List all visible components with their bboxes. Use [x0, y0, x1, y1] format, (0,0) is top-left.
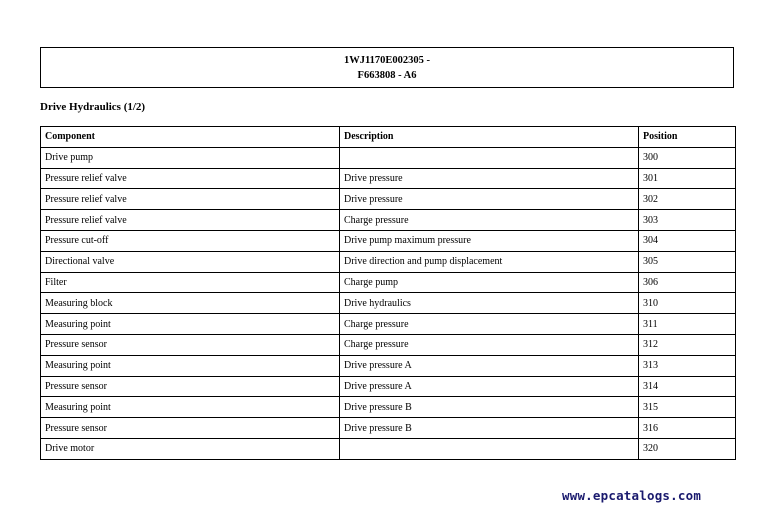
description-cell: Drive pressure B — [340, 397, 639, 418]
position-cell: 302 — [639, 189, 736, 210]
position-cell: 316 — [639, 418, 736, 439]
table-row — [41, 272, 736, 293]
table-row — [41, 397, 736, 418]
table-row — [41, 210, 736, 231]
component-cell: Pressure relief valve — [41, 168, 340, 189]
table-row — [41, 438, 736, 459]
description-cell: Drive pressure — [340, 168, 639, 189]
table-row — [41, 314, 736, 335]
column-header-description: Description — [340, 127, 639, 148]
table-row — [41, 230, 736, 251]
column-header-component: Component — [41, 127, 340, 148]
description-cell: Drive pressure — [340, 189, 639, 210]
position-cell: 303 — [639, 210, 736, 231]
component-cell: Drive pump — [41, 147, 340, 168]
position-cell: 314 — [639, 376, 736, 397]
description-cell: Charge pressure — [340, 210, 639, 231]
document-header — [40, 47, 734, 88]
table-row — [41, 251, 736, 272]
column-header-position: Position — [639, 127, 736, 148]
table-row — [41, 168, 736, 189]
position-cell: 312 — [639, 334, 736, 355]
description-cell: Charge pressure — [340, 334, 639, 355]
table-row — [41, 189, 736, 210]
position-cell: 300 — [639, 147, 736, 168]
component-cell: Pressure sensor — [41, 376, 340, 397]
position-cell: 313 — [639, 355, 736, 376]
component-cell: Measuring block — [41, 293, 340, 314]
component-cell: Measuring point — [41, 397, 340, 418]
component-cell: Directional valve — [41, 251, 340, 272]
component-cell: Pressure sensor — [41, 418, 340, 439]
component-cell: Pressure cut-off — [41, 230, 340, 251]
description-cell — [340, 438, 639, 459]
position-cell: 305 — [639, 251, 736, 272]
description-cell: Drive pressure B — [340, 418, 639, 439]
position-cell: 306 — [639, 272, 736, 293]
description-cell: Drive direction and pump displacement — [340, 251, 639, 272]
document-number: 1WJ1170E002305 - — [343, 54, 431, 66]
component-cell: Measuring point — [41, 355, 340, 376]
table-row — [41, 334, 736, 355]
description-cell: Drive hydraulics — [340, 293, 639, 314]
table-row — [41, 293, 736, 314]
website-watermark[interactable]: www.epcatalogs.com — [562, 488, 702, 503]
position-cell: 304 — [639, 230, 736, 251]
position-cell: 320 — [639, 438, 736, 459]
position-cell: 310 — [639, 293, 736, 314]
position-cell: 311 — [639, 314, 736, 335]
document-revision: F663808 - A6 — [357, 69, 417, 81]
table-header-row — [41, 127, 736, 148]
table-row — [41, 418, 736, 439]
description-cell: Drive pressure A — [340, 376, 639, 397]
description-cell — [340, 147, 639, 168]
table-row — [41, 355, 736, 376]
component-cell: Pressure sensor — [41, 334, 340, 355]
description-cell: Drive pressure A — [340, 355, 639, 376]
position-cell: 315 — [639, 397, 736, 418]
table-row — [41, 147, 736, 168]
description-cell: Drive pump maximum pressure — [340, 230, 639, 251]
component-cell: Pressure relief valve — [41, 210, 340, 231]
component-cell: Drive motor — [41, 438, 340, 459]
table-row — [41, 376, 736, 397]
description-cell: Charge pump — [340, 272, 639, 293]
section-title: Drive Hydraulics (1/2) — [40, 101, 146, 113]
parts-table — [40, 126, 736, 460]
position-cell: 301 — [639, 168, 736, 189]
description-cell: Charge pressure — [340, 314, 639, 335]
component-cell: Pressure relief valve — [41, 189, 340, 210]
component-cell: Measuring point — [41, 314, 340, 335]
component-cell: Filter — [41, 272, 340, 293]
